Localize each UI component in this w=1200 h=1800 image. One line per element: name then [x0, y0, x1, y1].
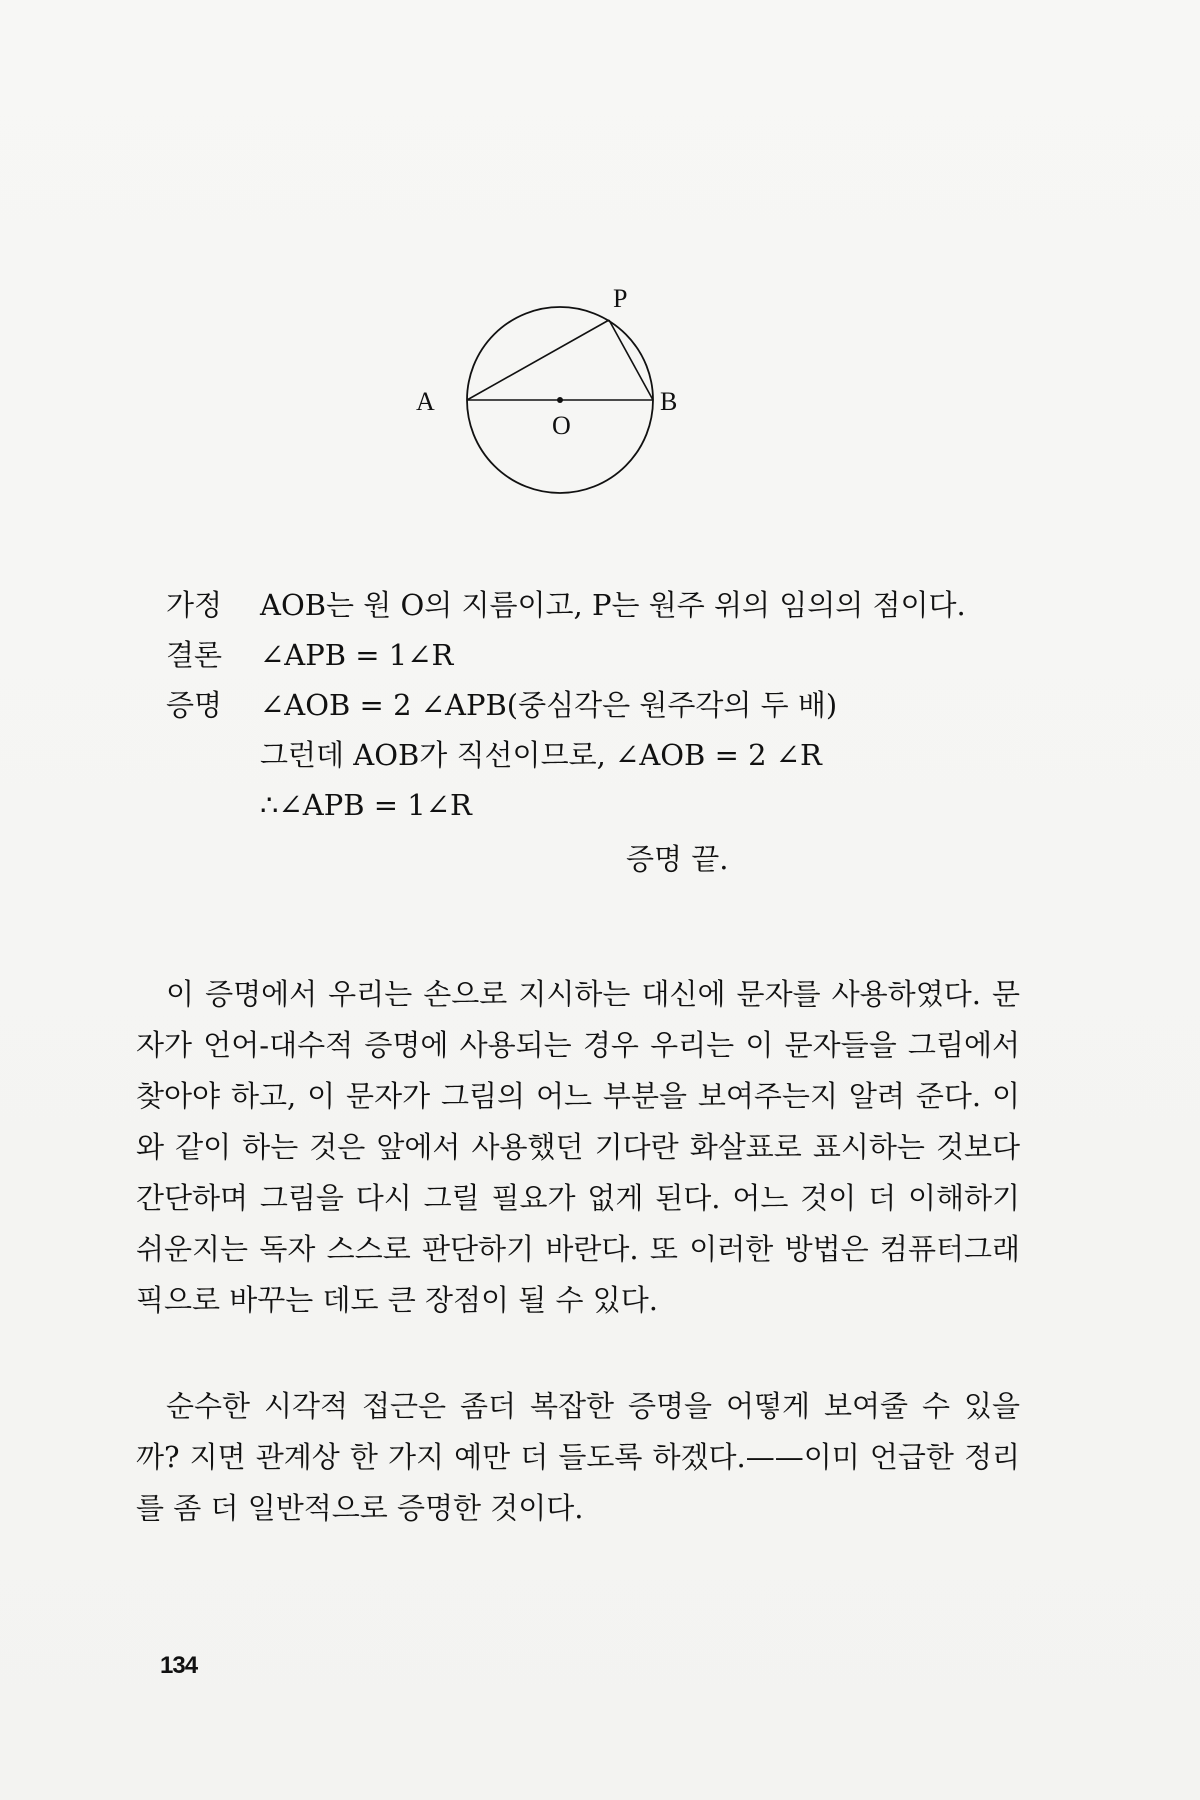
chord-pb [609, 320, 653, 400]
page-number: 134 [160, 1652, 198, 1679]
conclusion-row [166, 630, 1066, 680]
label-o: O [552, 411, 571, 440]
label-p: P [613, 284, 628, 313]
conclusion-text: ∠APB = 1∠R [260, 638, 454, 672]
hypothesis-row [166, 580, 1066, 630]
label-b: B [660, 387, 678, 416]
body-paragraph-1: 이 증명에서 우리는 손으로 지시하는 대신에 문자를 사용하였다. 문자가 언어-대수적 증명에 사용되는 경우 우리는 이 문자들을 그림에서 찾아야 하고, 이 문자가 그림의 어느 부분을 보여주는지 알려 준다. 이와 같이 하는 것은 앞에서 사용했던 기다란 화살표로 표시하는 것보다 간단하며 그림을 다시 그릴 필요가 없게 된다. 어느 것이 더 이해하기 쉬운지는 독자 스스로 판단하기 바란다. 또 이러한 방법은 컴퓨터그래픽으로 바꾸는 데도 큰 장점이 될 수 있다. [136, 977, 1020, 1317]
hypothesis-text: AOB는 원 O의 지름이고, P는 원주 위의 임의의 점이다. [260, 588, 966, 622]
proof-block [166, 580, 1066, 876]
circle-diagram [416, 250, 740, 550]
proof-row-2 [166, 730, 1066, 780]
proof-row-3 [166, 780, 1066, 830]
center-point [557, 397, 563, 403]
label-a: A [416, 387, 435, 416]
proof-end: 증명 끝. [626, 842, 729, 876]
circle-diagram-svg [416, 250, 740, 550]
hypothesis-label: 가정 [166, 588, 223, 622]
chord-ap [467, 320, 609, 400]
proof-line-2: 그런데 AOB가 직선이므로, ∠AOB = 2 ∠R [260, 738, 822, 772]
proof-label: 증명 [166, 688, 223, 722]
proof-row-1 [166, 680, 1066, 730]
conclusion-label: 결론 [166, 638, 223, 672]
body-paragraph-2: 순수한 시각적 접근은 좀더 복잡한 증명을 어떻게 보여줄 수 있을까? 지면 관계상 한 가지 예만 더 들도록 하겠다.——이미 언급한 정리를 좀 더 일반적으로 증명한 것이다. [136, 1389, 1020, 1525]
proof-line-1: ∠AOB = 2 ∠APB(중심각은 원주각의 두 배) [260, 688, 838, 722]
proof-line-3: ∴∠APB = 1∠R [260, 788, 472, 822]
